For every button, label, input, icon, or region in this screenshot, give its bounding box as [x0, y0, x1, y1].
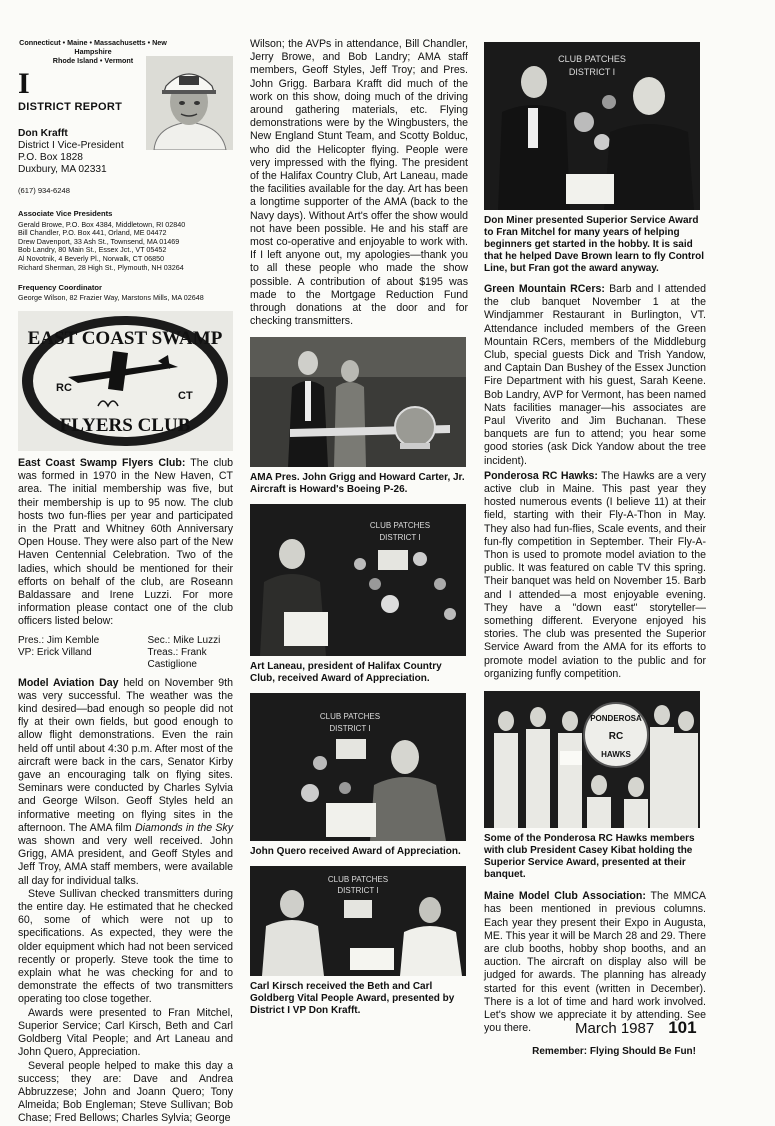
aviation-day-text-2: was shown and very well received. John Grigg, AMA president, and Geoff Styles and Jeff Troy, AMA staff members, were available all day for individual talks. [18, 835, 233, 887]
section-title: DISTRICT REPORT [18, 101, 123, 113]
officer-sec: Sec.: Mike Luzzi [147, 634, 221, 646]
associate-line: Bill Chandler, P.O. Box 441, Orland, ME 04472 [18, 228, 167, 238]
ponderosa-mid-text: RC [608, 731, 624, 743]
board-subtitle-text: DISTRICT I [329, 724, 371, 734]
associate-line: Richard Sherman, 28 High St., Plymouth, NH 03264 [18, 262, 184, 272]
board-title-text: CLUB PATCHES [327, 875, 389, 885]
associate-line: Al Novotnik, 4 Beverly Pl., Norwalk, CT 06850 [18, 253, 165, 263]
aviation-day-paragraph [18, 677, 233, 888]
club-patch-photo [18, 311, 233, 451]
mmca-paragraph [484, 890, 706, 1035]
officer-treas: Treas.: Frank Castiglione [147, 646, 207, 670]
body-paragraph: Awards were presented to Fran Mitchel, Superior Service; Carl Kirsch, Beth and Carl Goldberg Vital People; and Art Laneau and John Quero, Appreciation. [18, 1006, 233, 1059]
page-footer [575, 1018, 697, 1038]
associate-line: Bob Landry, 80 Main St., Essex Jct., VT 05452 [18, 245, 167, 255]
vp-portrait-photo [146, 56, 233, 150]
associate-line: Gerald Browe, P.O. Box 4384, Middletown, RI 02840 [18, 219, 186, 229]
ponderosa-bot-text: HAWKS [601, 750, 631, 760]
column-left [18, 38, 233, 1126]
aviation-day-lead: Model Aviation Day [18, 676, 119, 689]
officer-vp: VP: Erick Villand [18, 646, 92, 658]
officer-pres: Pres.: Jim Kemble [18, 634, 100, 646]
associates-heading: Associate Vice Presidents [18, 209, 113, 219]
patch-bottom-text: FLYERS CLUB [59, 414, 191, 436]
mmca-lead: Maine Model Club Association: [484, 890, 646, 903]
board-title-text: CLUB PATCHES [558, 54, 626, 64]
contact-phone: (617) 934-6248 [18, 186, 70, 196]
caption-art-laneau: Art Laneau, president of Halifax Country Club, received Award of Appreciation. [250, 661, 442, 685]
club-lead: East Coast Swamp Flyers Club: [18, 456, 186, 469]
board-subtitle-text: DISTRICT I [568, 67, 616, 77]
photo-john-quero [250, 693, 466, 841]
contact-address-2: Duxbury, MA 02331 [18, 164, 107, 176]
board-subtitle-text: DISTRICT I [337, 886, 379, 896]
states-line-2: Rhode Island • Vermont [52, 56, 134, 65]
caption-don-miner: Don Miner presented Superior Service Award to Fran Mitchel for many years of helping beginners get started in the hobby. It is said that he helped Dave Brown learn to fly Control Line, but Fran got the award anyway. [484, 215, 705, 274]
associates-list [18, 221, 233, 273]
board-title-text: CLUB PATCHES [369, 521, 431, 531]
district-number: I [18, 67, 30, 100]
body-paragraph: Several people helped to make this day a success; they are: Dave and Andrea Abbruzzese; John and Joann Quero; Tony Almeida; Bob Engleman; Steve Sullivan; Bob Chase; Fred Bellows; Charles Sylvia; George [18, 1059, 233, 1125]
green-mountain-paragraph [484, 283, 706, 468]
patch-right-text: CT [178, 389, 193, 402]
mmca-text: The MMCA has been mentioned in previous columns. Each year they present their Expo in Augusta, ME. This year it will be March 28 and 29. There are club booths, hobby shop booths, and an auction. The aircraft on display also will be judged for awards. The planning has already started for this event (written in December). There is a lot of time and hard work involved. Let's show we appreciate it by attending. See you there. [484, 890, 706, 1035]
patch-top-text: EAST COAST SWAMP [27, 327, 223, 349]
board-title-text: CLUB PATCHES [319, 712, 381, 722]
photo-art-laneau [250, 504, 466, 656]
contact-address-1: P.O. Box 1828 [18, 152, 83, 164]
caption-ponderosa: Some of the Ponderosa RC Hawks members with club President Casey Kibat holding the Superior Service Award, presented at their banquet. [484, 833, 695, 881]
states-line-1: Connecticut • Maine • Massachusetts • New Hampshire [19, 38, 167, 56]
club-text: The club was formed in 1970 in the New Haven, CT area. The initial membership was five, but their membership is up to 95 now. The club hosts two fun-flies per year and participated in the Pratt and Whitney 60th Anniversary Open House. They were also part of the New Haven Centennial Celebration. Two of the ladies, which should be mentioned for their efforts on behalf of the club, are Roseann Baldassare and Irene Luzzi. For more information please contact one of the club officers listed below: [18, 456, 233, 628]
photo-ponderosa-group [484, 691, 700, 828]
photo-don-miner [484, 42, 700, 210]
frequency-line: George Wilson, 82 Frazier Way, Marstons Mills, MA 02648 [18, 293, 204, 303]
ponderosa-paragraph [484, 470, 706, 681]
green-mountain-text: Barb and I attended the club banquet November 1 at the Windjammer Restaurant in Burlington, VT. Attendance included members of the Green Mountain RCers, members of the Middleburg Club, special guests Dick and Trish Yandow, and Captain Dan Bushey of the Essex Junction Fire Department with his guest, Sarah Keene. Bob Landry, AVP for Vermont, has been named Nats facilities manager—his associates are Paul Viverito and Jim Buchanan. These banquets are fun to attend; you hear some good stories (ask Dick Yandow about the tree incident). [484, 283, 706, 467]
ponderosa-top-text: PONDEROSA [590, 714, 642, 724]
contact-name: Don Krafft [18, 128, 68, 140]
photo-carl-kirsch [250, 866, 466, 976]
board-subtitle-text: DISTRICT I [379, 533, 421, 543]
aviation-day-text: held on November 9th was very successful. The weather was the kind desired—bad enough so people did not fly at their own fields, but good enough to allow flight demonstrations. Even the rain held off until about 4:30 p.m. After most of the aircraft were back in the cars, Senator Kirby gave an encouraging talk on flying sites. Seminars were conducted by Charles Sylvia and George Wilson. Geoff Styles held an informative meeting on flying sites in the afternoon. The AMA film [18, 676, 233, 834]
club-paragraph [18, 457, 233, 629]
green-mountain-lead: Green Mountain RCers: [484, 283, 605, 295]
caption-carl-kirsch: Carl Kirsch received the Beth and Carl Goldberg Vital People Award, presented by District I VP Don Krafft. [250, 981, 455, 1017]
ponderosa-lead: Ponderosa RC Hawks: [484, 469, 598, 482]
officers-list [18, 635, 233, 671]
caption-john-quero: John Quero received Award of Appreciation. [250, 846, 461, 858]
caption-grigg-carter: AMA Pres. John Grigg and Howard Carter, Jr. Aircraft is Howard's Boeing P-26. [250, 472, 465, 496]
column-middle [250, 38, 468, 1017]
page-number: 101 [668, 1018, 697, 1037]
body-paragraph: Steve Sullivan checked transmitters during the entire day. He estimated that he checked 60, some of which were not up to specifications. As expected, they were the older equipment which had not been serviced recently or properly. Steve took the time to explain what he was checking for and to demonstrate the effects of two transmitters operating too close together. [18, 887, 233, 1006]
patch-left-text: RC [56, 381, 72, 394]
associate-line: Drew Davenport, 33 Ash St., Townsend, MA 01469 [18, 236, 180, 246]
photo-grigg-carter [250, 337, 466, 467]
film-title: Diamonds in the Sky [134, 821, 233, 834]
issue-date: March 1987 [575, 1020, 655, 1037]
frequency-heading: Frequency Coordinator [18, 283, 102, 293]
closing-remark: Remember: Flying Should Be Fun! [532, 1046, 696, 1058]
ponderosa-text: The Hawks are a very active club in Maine. This past year they hosted numerous events (I believe 11) at their field, starting with their Fly-A-Thon in May. They also had fun-flies, Scale events, and their fun-fly competition in September. Their Fly-A-Thon is used to promote model aviation to the public. It was featured on cable TV this spring. Their banquet was held on November 15. Barb and I attended—a most enjoyable evening. They have a "down east" storyteller—something different. Everyone enjoyed his stories. The club was presented the Superior Service Award from the AMA for its efforts to promote model aviation to the public and for organizing funfly competition. [484, 469, 706, 680]
contact-title: District I Vice-President [18, 140, 124, 152]
body-paragraph: Wilson; the AVPs in attendance, Bill Chandler, Jerry Browe, and Bob Landry; AMA staff members, Geoff Styles, Jeff Troy; and Pres. John Grigg. Barbara Krafft did much of the work on this show, doing much of the driving around gathering materials, etc. Flying demonstrations were by the Wingbusters, the New England Stunt Team, and Scotty Bolduc, who did the Helicopter flying. People were very impressed with the flying. The president of the Halifax Country Club, Art Laneau, made the facilities available for the day. Art has been a longtime supporter of the AMA (back to the Navy days). Without Art's offer the show would not have been possible. He and his staff are most co-operative and enjoyable to work with. If I left anyone out, my apologies—thank you to all these people who made the show possible. A contribution of about $195 was made to the Mortgage Reduction Fund through donations at the door and for checking transmitters. [250, 38, 468, 328]
column-right [484, 38, 706, 1059]
